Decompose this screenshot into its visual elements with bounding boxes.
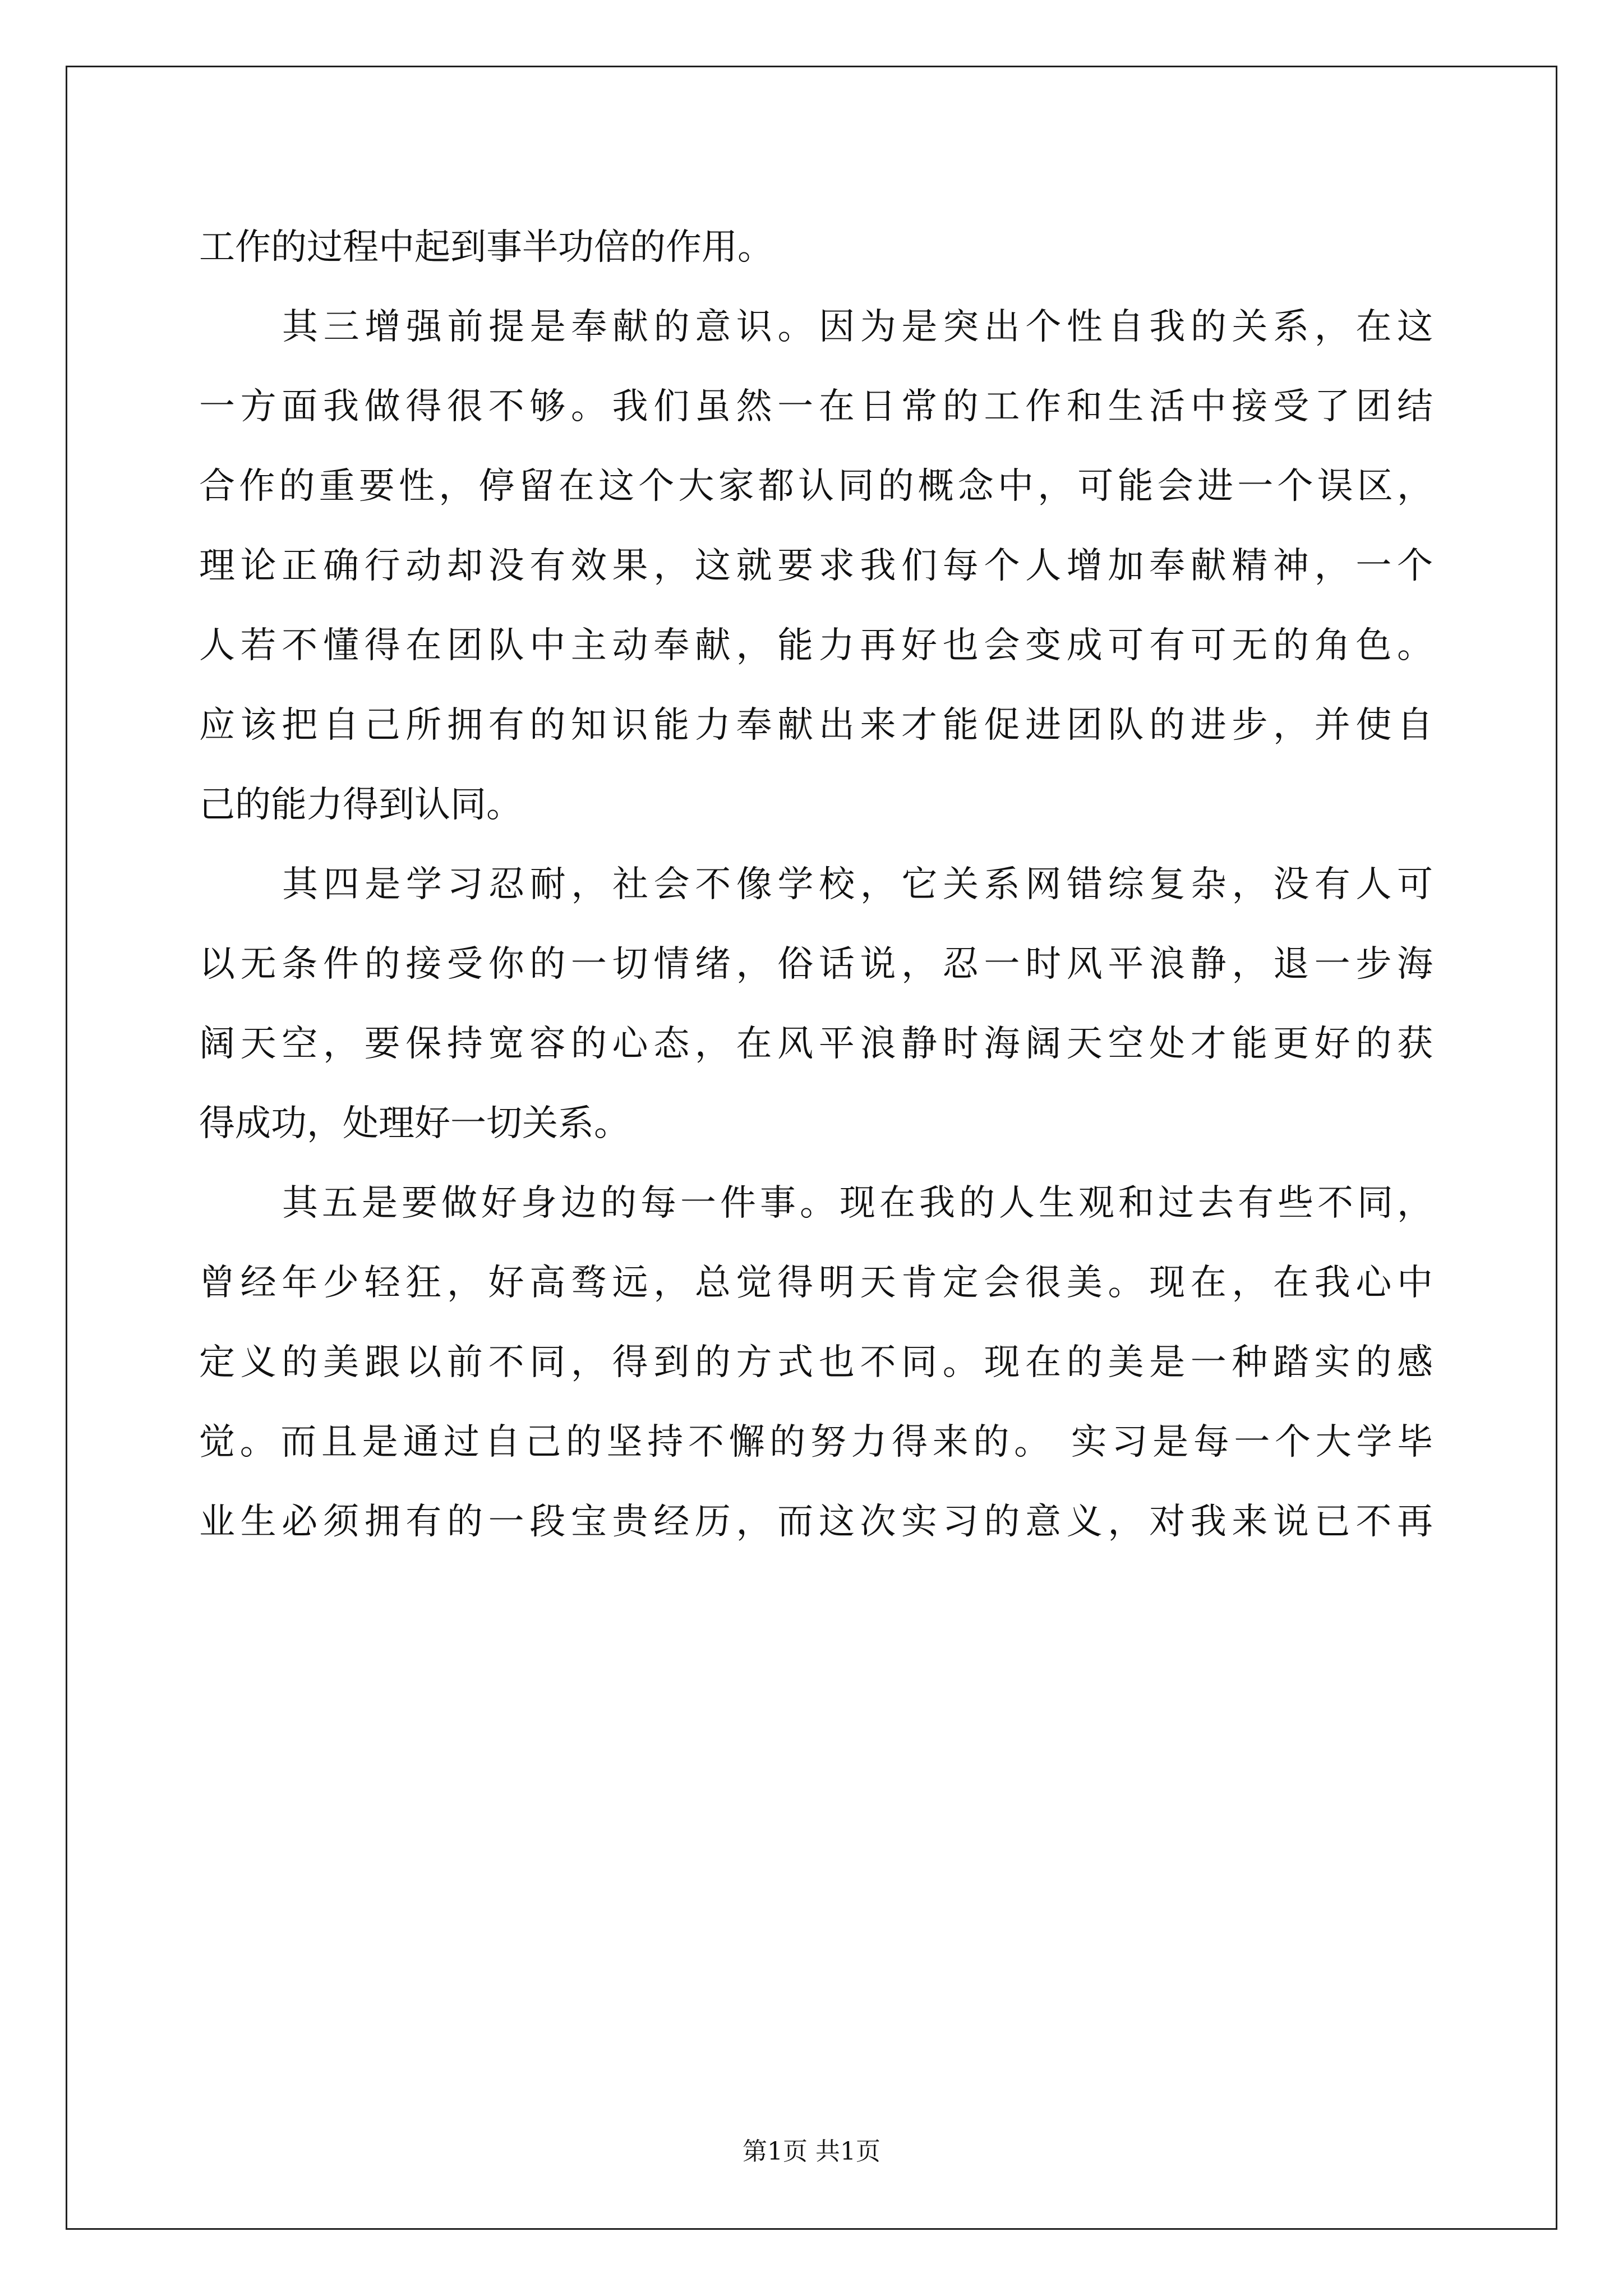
text-line: 业生必须拥有的一段宝贵经历，而这次实习的意义，对我来说已不再 xyxy=(199,1501,1433,1543)
document-body xyxy=(199,208,1433,1562)
text-line: 工作的过程中起到事半功倍的作用。 xyxy=(199,227,773,268)
text-line: 应该把自己所拥有的知识能力奉献出来才能促进团队的进步，并使自 xyxy=(199,705,1433,746)
text-line: 己的能力得到认同。 xyxy=(199,784,522,826)
text-line: 理论正确行动却没有效果，这就要求我们每个人增加奉献精神，一个 xyxy=(199,545,1433,587)
text-line: 其四是学习忍耐，社会不像学校，它关系网错综复杂，没有人可 xyxy=(282,864,1433,905)
text-line: 一方面我做得很不够。我们虽然一在日常的工作和生活中接受了团结 xyxy=(199,386,1433,427)
text-line: 合作的重要性，停留在这个大家都认同的概念中，可能会进一个误区， xyxy=(199,466,1433,507)
page-number-footer: 第1页 共1页 xyxy=(743,2137,880,2166)
text-line: 人若不懂得在团队中主动奉献，能力再好也会变成可有可无的角色。 xyxy=(199,625,1433,666)
text-line: 阔天空，要保持宽容的心态，在风平浪静时海阔天空处才能更好的获 xyxy=(199,1023,1433,1065)
text-line: 定义的美跟以前不同，得到的方式也不同。现在的美是一种踏实的感 xyxy=(199,1342,1433,1383)
text-line: 得成功，处理好一切关系。 xyxy=(199,1103,630,1144)
text-line: 其三增强前提是奉献的意识。因为是突出个性自我的关系，在这 xyxy=(282,306,1433,348)
text-line: 觉。而且是通过自己的坚持不懈的努力得来的。 实习是每一个大学毕 xyxy=(199,1421,1433,1463)
text-line: 曾经年少轻狂，好高骛远，总觉得明天肯定会很美。现在，在我心中 xyxy=(199,1262,1433,1304)
text-line: 其五是要做好身边的每一件事。现在我的人生观和过去有些不同， xyxy=(282,1182,1433,1224)
text-line: 以无条件的接受你的一切情绪，俗话说，忍一时风平浪静，退一步海 xyxy=(199,944,1433,985)
